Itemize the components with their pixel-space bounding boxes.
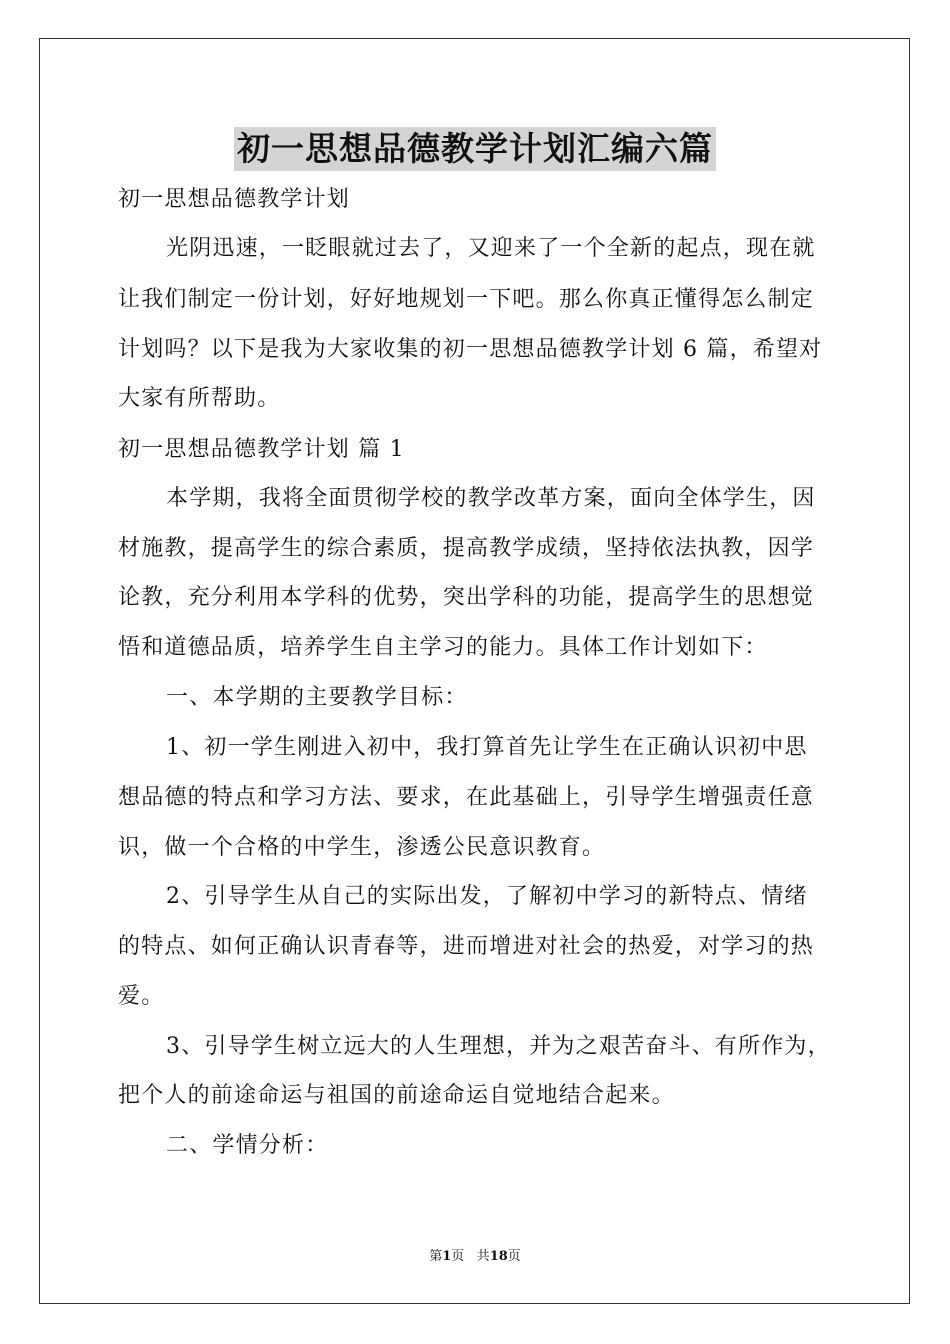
section-heading: 初一思想品德教学计划 篇 1	[118, 437, 405, 462]
footer-total-pages: 18	[489, 1249, 508, 1264]
goal-line: 识，做一个合格的中学生，渗透公民意识教育。	[118, 835, 606, 860]
footer-total-prefix: 共	[476, 1249, 490, 1264]
paragraph-line: 材施教，提高学生的综合素质，提高教学成绩，坚持依法执教，因学	[118, 536, 815, 561]
footer-page-prefix: 第	[429, 1249, 443, 1264]
intro-line: 大家有所帮助。	[118, 386, 281, 411]
goal-line: 3、引导学生树立远大的人生理想，并为之艰苦奋斗、有所作为，	[166, 1034, 831, 1059]
footer-page-suffix: 页	[451, 1249, 465, 1264]
goal-line: 把个人的前途命运与祖国的前途命运自觉地结合起来。	[118, 1083, 675, 1108]
goal-line: 的特点、如何正确认识青春等，进而增进对社会的热爱，对学习的热	[118, 934, 815, 959]
goal-line: 2、引导学生从自己的实际出发，了解初中学习的新特点、情绪	[166, 884, 808, 909]
goals-heading: 一、本学期的主要教学目标：	[166, 685, 468, 710]
footer-page-number: 1	[442, 1249, 452, 1264]
goal-line: 爱。	[118, 984, 165, 1009]
paragraph-line: 论教，充分利用本学科的优势，突出学科的功能，提高学生的思想觉	[118, 585, 815, 610]
page-border	[39, 38, 910, 1304]
title-container	[0, 127, 950, 171]
goal-line: 想品德的特点和学习方法、要求，在此基础上，引导学生增强责任意	[118, 785, 815, 810]
paragraph-line: 本学期，我将全面贯彻学校的教学改革方案，面向全体学生，因	[166, 486, 816, 511]
page-footer	[0, 1248, 950, 1266]
intro-line: 让我们制定一份计划，好好地规划一下吧。那么你真正懂得怎么制定	[118, 287, 815, 312]
document-subheading: 初一思想品德教学计划	[118, 187, 351, 212]
intro-line: 计划吗？以下是我为大家收集的初一思想品德教学计划 6 篇，希望对	[118, 337, 823, 362]
goal-line: 1、初一学生刚进入初中，我打算首先让学生在正确认识初中思	[166, 735, 808, 760]
paragraph-line: 悟和道德品质，培养学生自主学习的能力。具体工作计划如下：	[118, 635, 768, 660]
analysis-heading: 二、学情分析：	[166, 1133, 329, 1158]
document-title: 初一思想品德教学计划汇编六篇	[234, 127, 716, 171]
footer-total-suffix: 页	[507, 1249, 521, 1264]
intro-line: 光阴迅速，一眨眼就过去了，又迎来了一个全新的起点，现在就	[166, 236, 816, 261]
